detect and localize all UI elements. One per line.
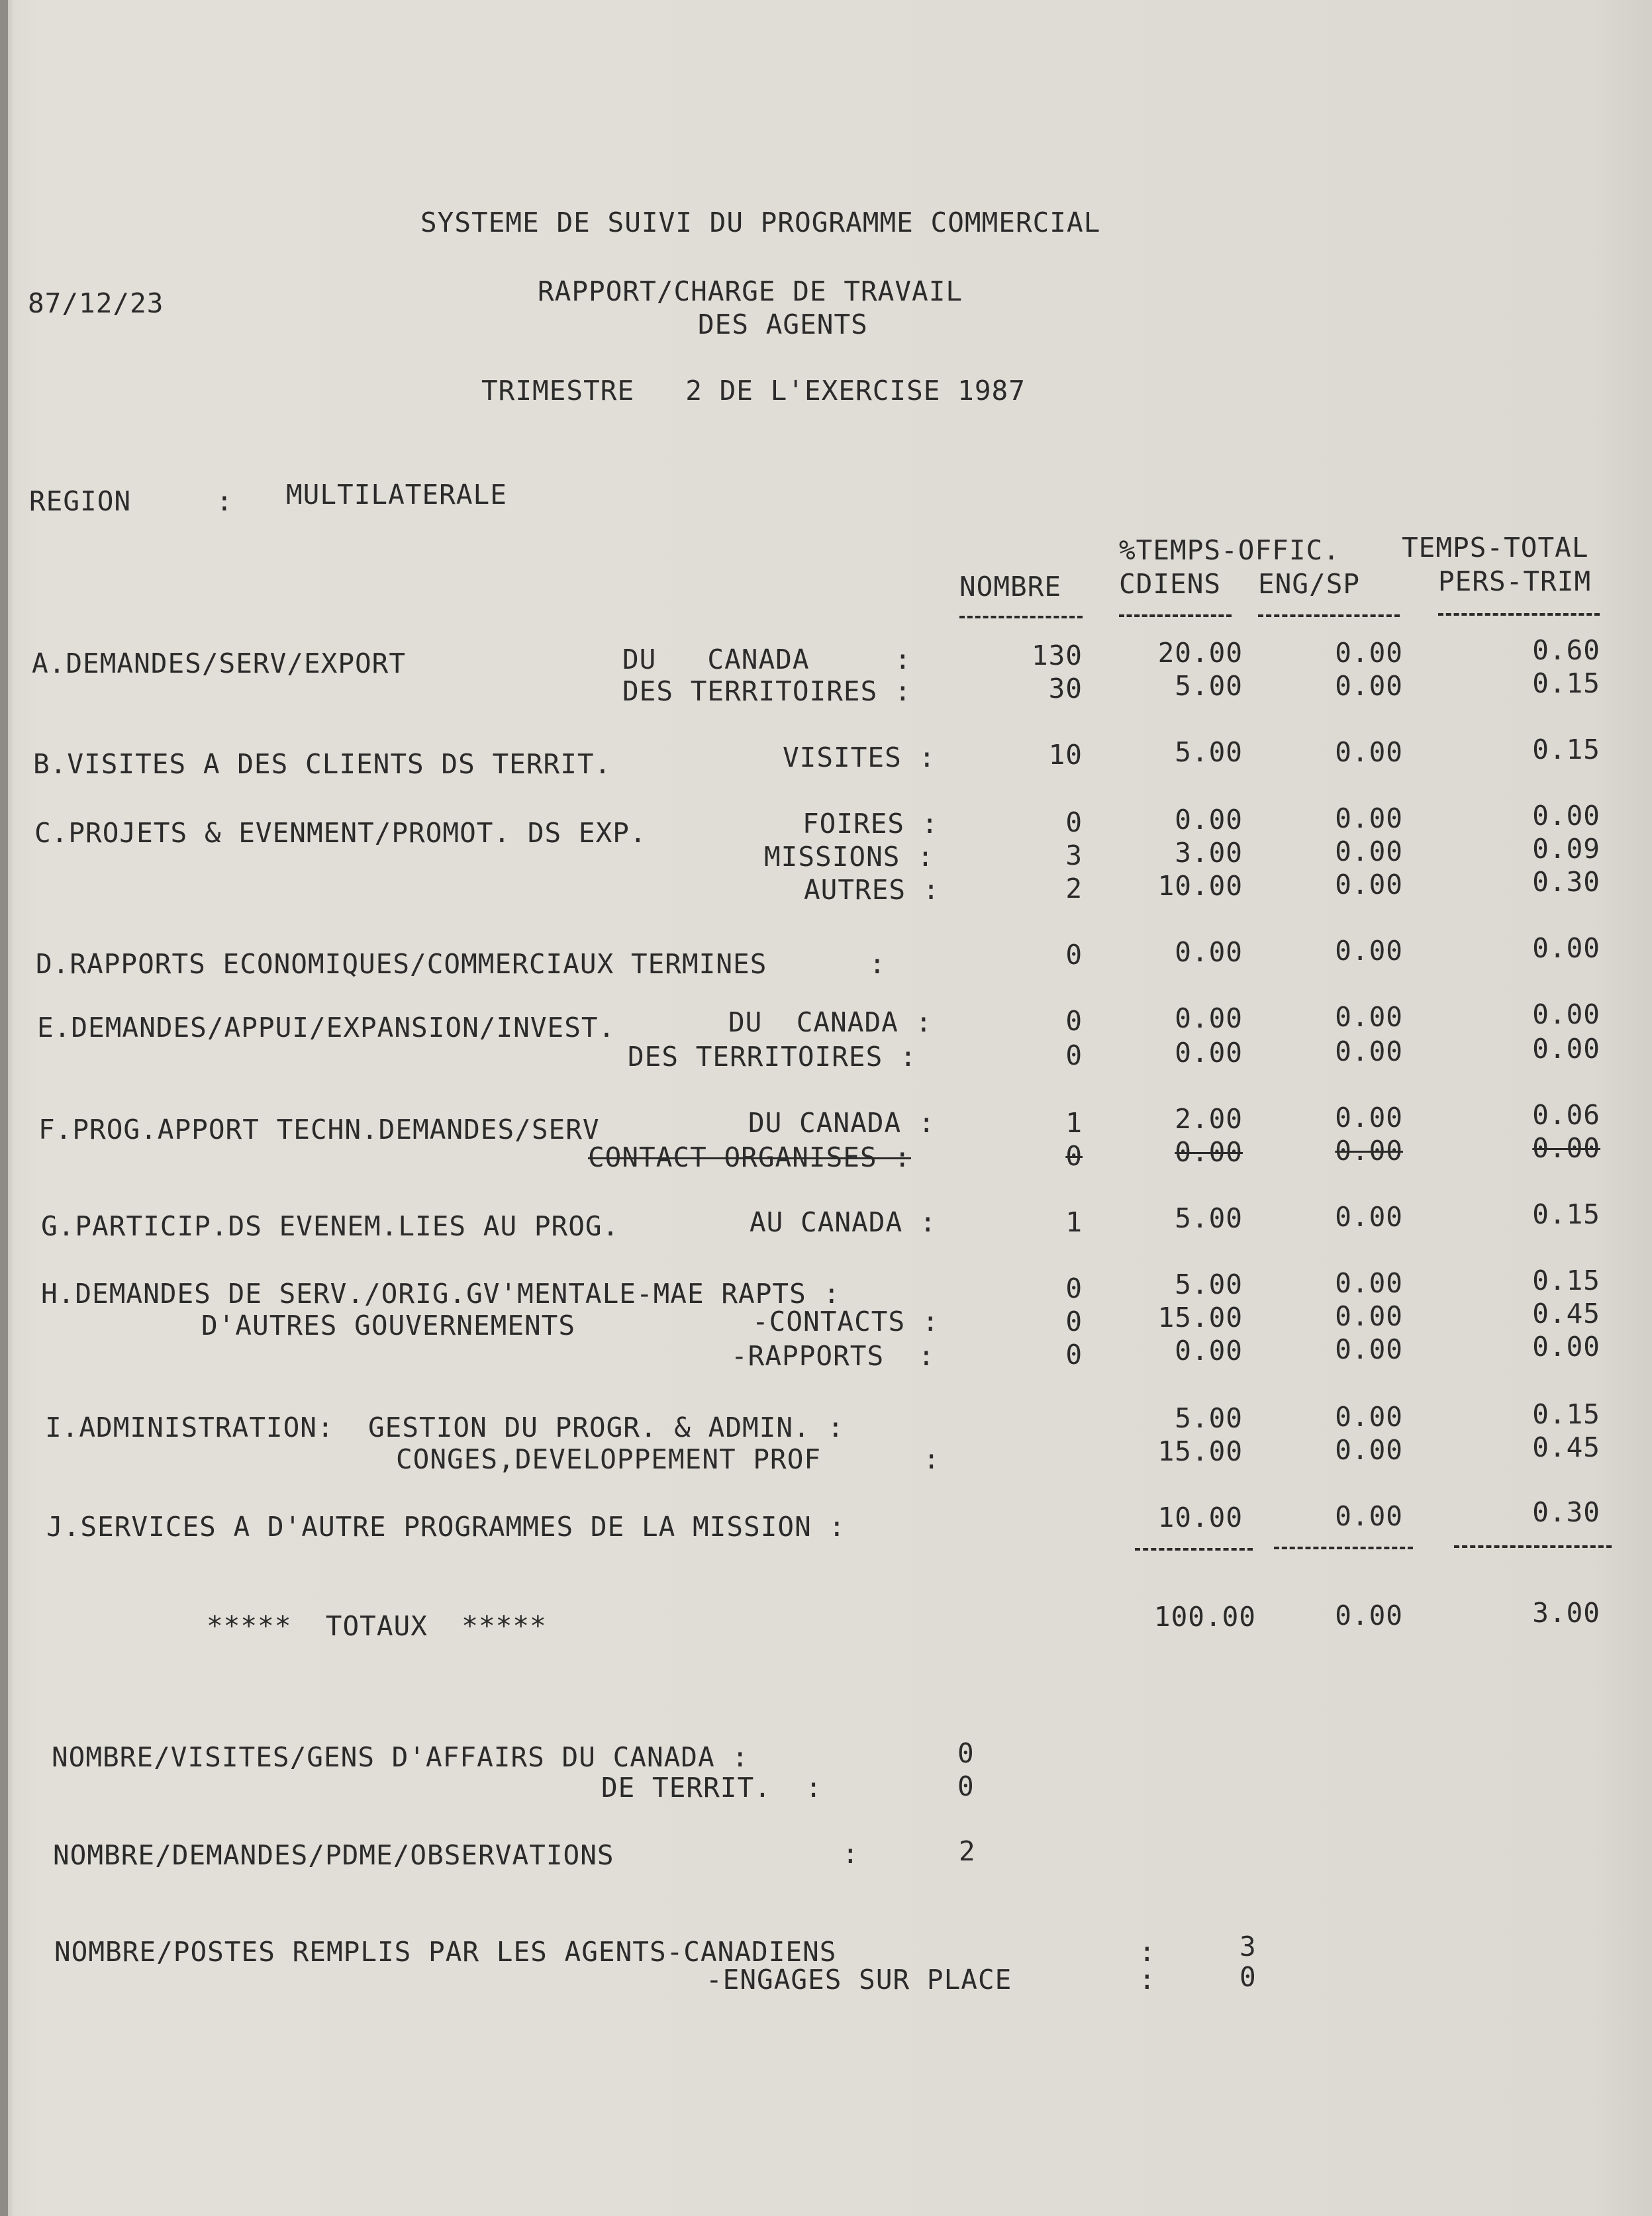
row-f1-sub: DU CANADA : [748, 1107, 936, 1139]
col-header-eng-sp: ENG/SP [1258, 568, 1361, 600]
row-b-perstrim: 0.15 [1532, 734, 1600, 765]
row-a2-cdiens: 5.00 [1175, 670, 1243, 702]
row-a2-perstrim: 0.15 [1532, 667, 1600, 699]
row-e2-nombre: 0 [1065, 1039, 1083, 1071]
row-c3-nombre: 2 [1065, 873, 1083, 904]
footer-pdme-colon: : [842, 1838, 859, 1870]
row-h3-perstrim: 0.00 [1532, 1331, 1600, 1363]
row-j-cdiens: 10.00 [1157, 1502, 1243, 1533]
total-underline-engsp [1274, 1547, 1413, 1549]
row-a2-nombre: 30 [1048, 673, 1083, 704]
row-d-perstrim: 0.00 [1532, 932, 1600, 964]
row-b-engsp: 0.00 [1335, 736, 1403, 768]
total-underline-perstrim [1454, 1545, 1612, 1548]
totals-engsp: 0.00 [1335, 1600, 1403, 1631]
row-h-label: H.DEMANDES DE SERV./ORIG.GV'MENTALE-MAE RAPTS : [41, 1278, 841, 1310]
row-i2-cdiens: 15.00 [1157, 1435, 1243, 1467]
row-f2-cdiens: 0.00 [1175, 1136, 1243, 1168]
row-b-sub: VISITES : [783, 742, 936, 773]
row-d-cdiens: 0.00 [1175, 936, 1243, 968]
footer-postes-colon1: : [1139, 1936, 1156, 1968]
row-a2-sub: DES TERRITOIRES : [622, 675, 912, 707]
row-f1-engsp: 0.00 [1335, 1102, 1403, 1133]
row-h3-engsp: 0.00 [1335, 1333, 1403, 1365]
row-i2-engsp: 0.00 [1335, 1434, 1403, 1466]
footer-postes-label: NOMBRE/POSTES REMPLIS PAR LES AGENTS-CANADIENS [54, 1936, 837, 1968]
row-j-label: J.SERVICES A D'AUTRE PROGRAMMES DE LA MISSION : [46, 1511, 846, 1543]
row-c3-sub: AUTRES : [804, 874, 940, 906]
row-d-engsp: 0.00 [1335, 935, 1403, 967]
totals-label: ***** TOTAUX ***** [207, 1610, 547, 1642]
row-a1-nombre: 130 [1031, 640, 1083, 671]
row-f2-perstrim: 0.00 [1532, 1132, 1600, 1164]
totals-cdiens: 100.00 [1153, 1601, 1256, 1633]
row-c-label: C.PROJETS & EVENMENT/PROMOT. DS EXP. [34, 817, 647, 849]
row-c1-perstrim: 0.00 [1532, 800, 1600, 832]
footer-engages-label: -ENGAGES SUR PLACE [706, 1964, 1012, 1996]
row-a1-engsp: 0.00 [1335, 637, 1403, 669]
col-header-temps-total: TEMPS-TOTAL [1402, 532, 1589, 563]
row-c3-cdiens: 10.00 [1157, 870, 1243, 902]
row-h1-engsp: 0.00 [1335, 1267, 1403, 1299]
report-subtitle-line1: RAPPORT/CHARGE DE TRAVAIL [538, 275, 963, 307]
row-g-nombre: 1 [1065, 1206, 1083, 1238]
report-period: TRIMESTRE 2 DE L'EXERCISE 1987 [481, 375, 1026, 407]
row-c3-perstrim: 0.30 [1532, 866, 1600, 898]
row-i-label: I.ADMINISTRATION: GESTION DU PROGR. & ADMIN. : [45, 1412, 845, 1443]
row-c1-nombre: 0 [1065, 806, 1083, 838]
row-a-label: A.DEMANDES/SERV/EXPORT [32, 648, 407, 679]
row-j-engsp: 0.00 [1335, 1500, 1403, 1532]
row-a2-engsp: 0.00 [1335, 670, 1403, 702]
row-c2-sub: MISSIONS : [764, 841, 934, 873]
col-underline-nombre [959, 616, 1083, 618]
row-b-label: B.VISITES A DES CLIENTS DS TERRIT. [33, 748, 612, 780]
footer-territ-label: DE TERRIT. : [601, 1772, 822, 1804]
row-g-cdiens: 5.00 [1175, 1202, 1243, 1234]
footer-pdme-value: 2 [959, 1835, 976, 1867]
row-h3-nombre: 0 [1065, 1339, 1083, 1371]
footer-visites-label: NOMBRE/VISITES/GENS D'AFFAIRS DU CANADA : [52, 1741, 750, 1773]
col-header-temps-offic: %TEMPS-OFFIC. [1119, 534, 1340, 566]
footer-postes-engages-value: 0 [1239, 1961, 1257, 1993]
row-h1-nombre: 0 [1065, 1273, 1083, 1304]
row-c1-sub: FOIRES : [802, 808, 939, 840]
footer-postes-colon2: : [1139, 1964, 1156, 1996]
row-a1-perstrim: 0.60 [1532, 634, 1600, 666]
row-f2-engsp: 0.00 [1335, 1135, 1403, 1167]
col-underline-eng-sp [1258, 614, 1400, 617]
row-i1-engsp: 0.00 [1335, 1401, 1403, 1433]
col-header-pers-trim: PERS-TRIM [1438, 565, 1592, 597]
col-underline-pers-trim [1438, 613, 1600, 616]
row-d-nombre: 0 [1065, 939, 1083, 971]
region-label: REGION : [29, 485, 234, 517]
row-h1-cdiens: 5.00 [1175, 1269, 1243, 1300]
region-value: MULTILATERALE [286, 479, 507, 510]
row-h2-engsp: 0.00 [1335, 1300, 1403, 1332]
row-c2-engsp: 0.00 [1335, 836, 1403, 867]
row-b-cdiens: 5.00 [1175, 736, 1243, 768]
row-c2-cdiens: 3.00 [1175, 837, 1243, 869]
report-title: SYSTEME DE SUIVI DU PROGRAMME COMMERCIAL [420, 207, 1101, 238]
row-i1-cdiens: 5.00 [1175, 1402, 1243, 1434]
row-g-sub: AU CANADA : [750, 1206, 937, 1238]
row-g-perstrim: 0.15 [1532, 1198, 1600, 1230]
row-e1-nombre: 0 [1065, 1005, 1083, 1037]
row-e1-cdiens: 0.00 [1175, 1002, 1243, 1034]
row-c1-engsp: 0.00 [1335, 802, 1403, 834]
row-a1-cdiens: 20.00 [1157, 637, 1243, 669]
col-header-cdiens: CDIENS [1119, 568, 1222, 600]
footer-postes-canadiens-value: 3 [1239, 1931, 1257, 1962]
report-date: 87/12/23 [28, 287, 164, 319]
row-c2-perstrim: 0.09 [1532, 833, 1600, 865]
col-header-nombre: NOMBRE [959, 571, 1062, 602]
row-h2-cdiens: 15.00 [1157, 1302, 1243, 1333]
row-h3-sub: -RAPPORTS : [731, 1340, 936, 1372]
footer-visites-territ-value: 0 [957, 1770, 975, 1802]
row-h3-cdiens: 0.00 [1175, 1335, 1243, 1367]
row-e2-engsp: 0.00 [1335, 1036, 1403, 1067]
row-e1-engsp: 0.00 [1335, 1001, 1403, 1033]
row-h2-sub: -CONTACTS : [752, 1306, 940, 1337]
row-i2-label: CONGES,DEVELOPPEMENT PROF : [396, 1443, 940, 1475]
col-underline-cdiens [1119, 614, 1232, 617]
row-g-engsp: 0.00 [1335, 1201, 1403, 1233]
row-i2-perstrim: 0.45 [1532, 1431, 1600, 1463]
row-e2-sub: DES TERRITOIRES : [628, 1041, 917, 1073]
row-f1-cdiens: 2.00 [1175, 1103, 1243, 1135]
row-e2-cdiens: 0.00 [1175, 1037, 1243, 1069]
row-e2-perstrim: 0.00 [1532, 1033, 1600, 1065]
row-f2-sub: CONTACT ORGANISES : [588, 1141, 911, 1173]
row-e-label: E.DEMANDES/APPUI/EXPANSION/INVEST. [37, 1012, 616, 1043]
report-subtitle-line2: DES AGENTS [698, 309, 868, 340]
row-f2-nombre: 0 [1065, 1140, 1083, 1172]
row-e1-perstrim: 0.00 [1532, 998, 1600, 1030]
row-i1-perstrim: 0.15 [1532, 1398, 1600, 1430]
row-h2-perstrim: 0.45 [1532, 1298, 1600, 1329]
row-c3-engsp: 0.00 [1335, 869, 1403, 900]
row-h1-perstrim: 0.15 [1532, 1265, 1600, 1296]
footer-visites-canada-value: 0 [957, 1737, 975, 1769]
footer-pdme-label: NOMBRE/DEMANDES/PDME/OBSERVATIONS [53, 1839, 614, 1871]
row-c1-cdiens: 0.00 [1175, 804, 1243, 836]
row-g-label: G.PARTICIP.DS EVENEM.LIES AU PROG. [41, 1210, 620, 1242]
row-f1-perstrim: 0.06 [1532, 1099, 1600, 1131]
row-h2-label: D'AUTRES GOUVERNEMENTS [201, 1310, 576, 1341]
row-c2-nombre: 3 [1065, 840, 1083, 871]
row-h2-nombre: 0 [1065, 1306, 1083, 1337]
totals-perstrim: 3.00 [1532, 1597, 1600, 1629]
row-d-label: D.RAPPORTS ECONOMIQUES/COMMERCIAUX TERMINES : [36, 948, 887, 980]
row-b-nombre: 10 [1048, 739, 1083, 771]
row-f-label: F.PROG.APPORT TECHN.DEMANDES/SERV [38, 1114, 600, 1145]
row-f1-nombre: 1 [1065, 1107, 1083, 1139]
total-underline-cdiens [1135, 1548, 1253, 1551]
row-j-perstrim: 0.30 [1532, 1496, 1600, 1528]
row-a1-sub: DU CANADA : [622, 644, 912, 675]
row-e1-sub: DU CANADA : [728, 1006, 933, 1038]
